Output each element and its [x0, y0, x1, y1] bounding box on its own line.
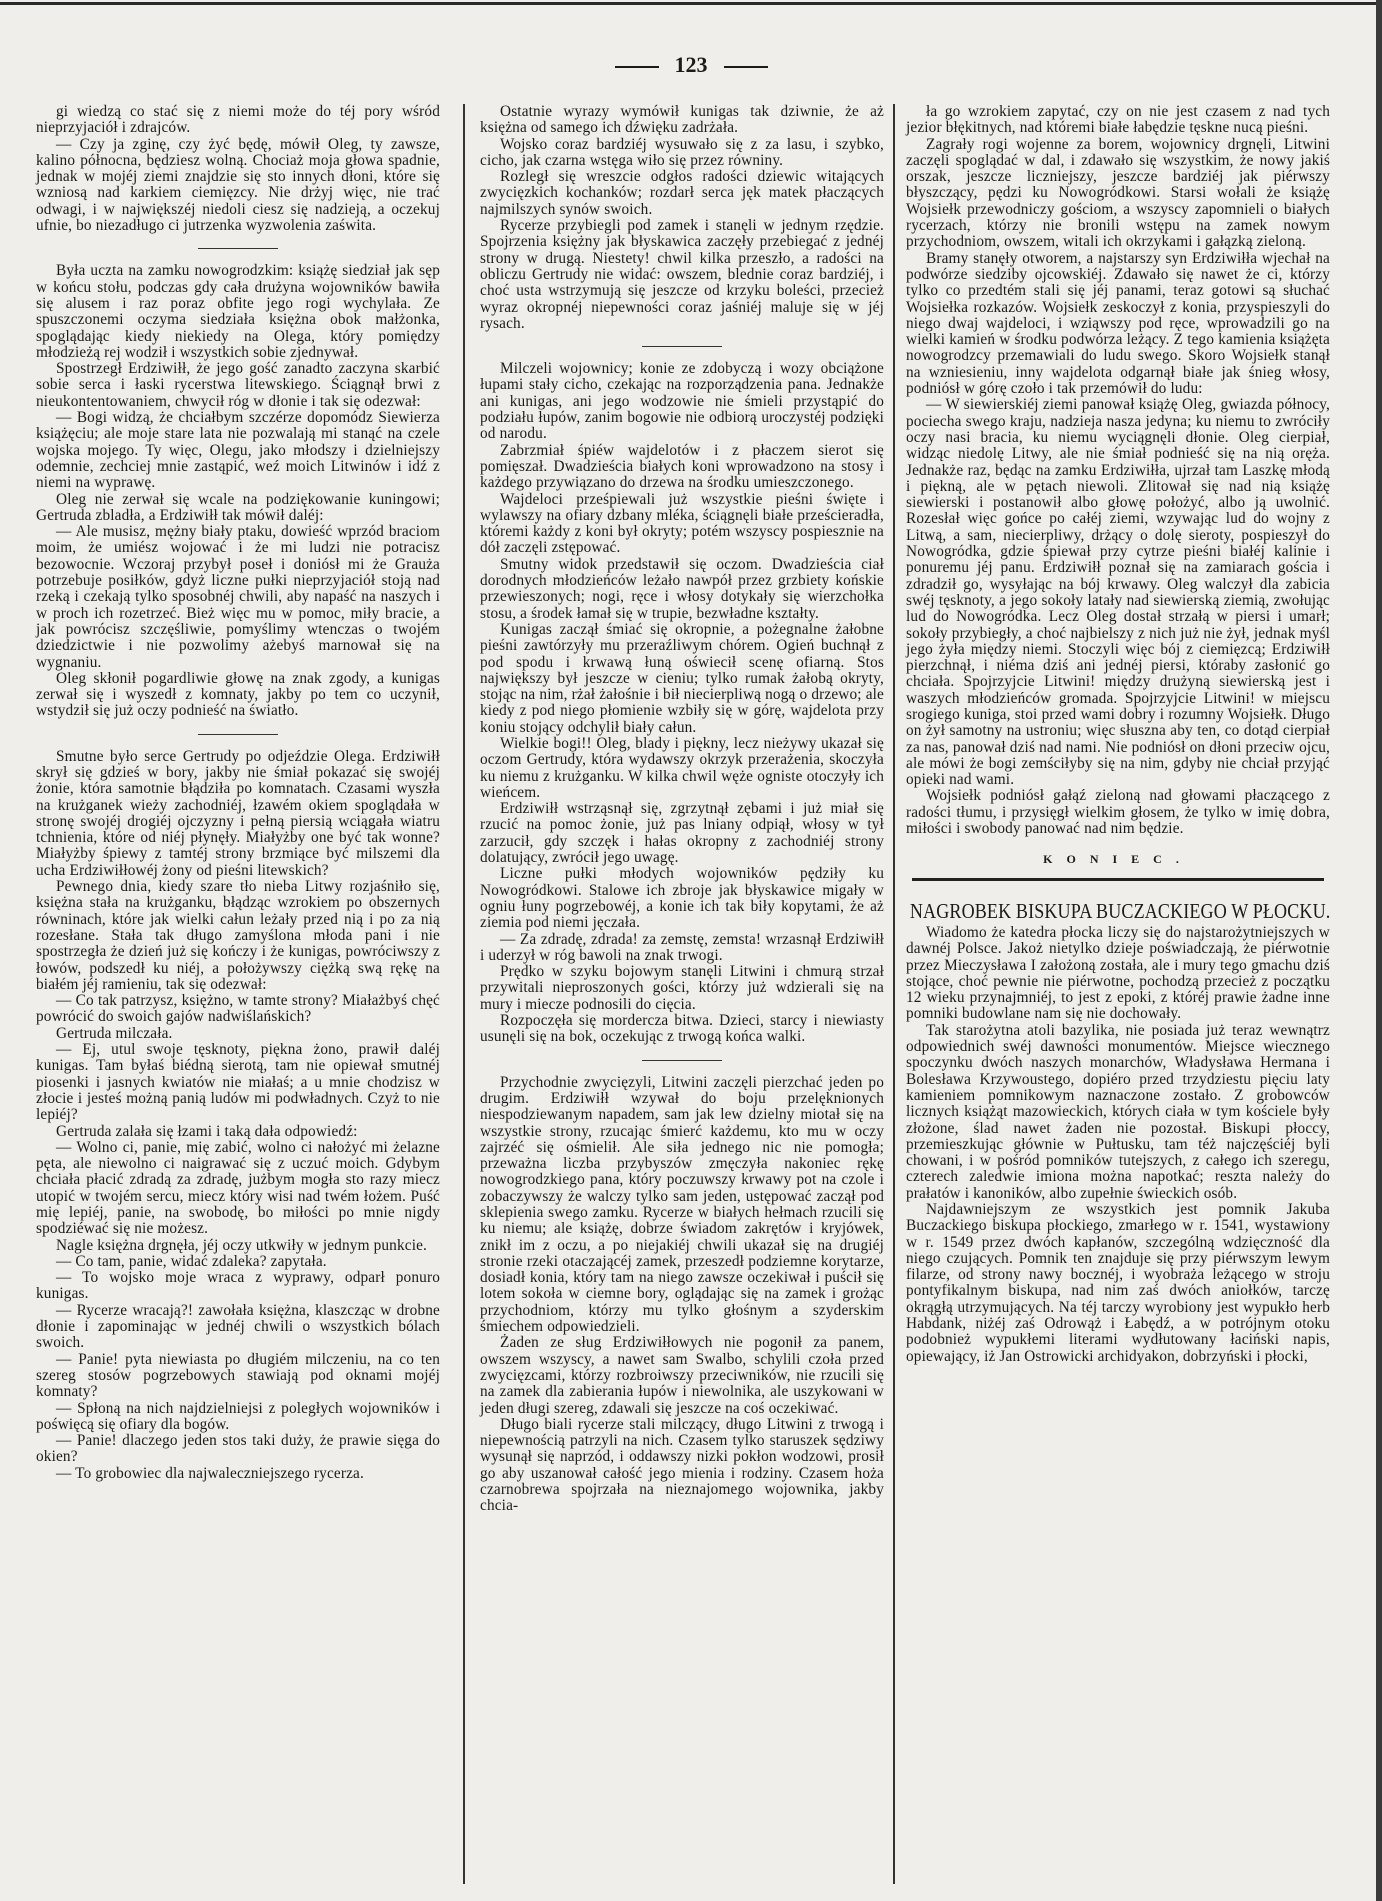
column-2	[480, 104, 884, 1515]
paragraph: Gertruda zalała się łzami i taką dała odpowiedź:	[56, 1122, 358, 1140]
paragraph: Smutny widok przedstawił się oczom. Dwadzieścia ciał dorodnych młodzieńców leżało nawpół przez grzbiety końskie przewieszonych; nogi, ręce i włosy dotykały się wierzchołka stosu, a środek łamał się w trupie, bezwładne kształty.	[480, 555, 884, 622]
paragraph: Zagrały rogi wojenne za borem, wojownicy drgnęli, Litwini zaczęli spoglądać w dal, i zdawało się wszystkim, że nowy jakiś orszak, jeszcze liczniejszy, jeszcze bardziéj jak piérwszy błyszczący, pędzi ku Nowogródkowi. Starsi wołali że książę Wojsiełk przewodniczy gościom, a wszyscy zapomnieli o białych rycerzach, którzy nie bronili wstępu na zamek nowym przychodniom, owszem, witali ich okrzykami i gałązką zieloną.	[906, 135, 1330, 251]
paragraph: gi wiedzą co stać się z niemi może do téj pory wśród nieprzyjaciół i zdrajców.	[36, 103, 440, 137]
paragraph: Wiadomo że katedra płocka liczy się do najstarożytniejszych w dawnéj Polsce. Jakoż nietylko dzieje poświadczają, że piérwotnie przez Mieczysława I założoną została, ale i mury tego gmachu dziś stojące, choć pewnie nie piérwotne, pochodzą przecież z początku 12 wieku przynajmniéj, to jest z epoki, z któréj prawie żadne inne pomniki budowlane nam się nie dochowały.	[906, 923, 1330, 1023]
paragraph: Rozległ się wreszcie odgłos radości dziewic witających zwycięzkich kochanków; rozdarł serca jęk matek płaczących najmilszych synów swoich.	[480, 168, 884, 218]
paragraph: — Spłoną na nich najdzielniejsi z poległych wojowników i poświęcą się ofiary dla bogów.	[36, 1399, 440, 1433]
paragraph: — Co tak patrzysz, księżno, w tamte strony? Miałażbyś chęć powrócić do swoich gajów nadwiślańskich?	[36, 992, 440, 1026]
paragraph: Erdziwiłł wstrząsnął się, zgrzytnął zębami i już miał się rzucić na pomoc żonie, już pas lniany odpiął, włosy w tył zarzucił, gdy szczęk i hałas okropny z zachodniéj strony dolatujący, zwrócił jego uwagę.	[480, 800, 884, 867]
section-separator	[642, 1060, 722, 1061]
paragraph: Wojsiełk podniósł gałąź zieloną nad głowami płaczącego z radości tłumu, i przysięgł wielkim głosem, że tylko w imię dobra, miłości i swobody panować nad nim będzie.	[906, 787, 1330, 838]
section-separator	[198, 734, 278, 735]
paragraph: Wojsko coraz bardziéj wysuwało się z za lasu, i szybko, cicho, jak czarna wstęga wiło się przez równiny.	[480, 135, 884, 169]
paragraph: — Bogi widzą, że chciałbym szczérze dopomódz Siewierza książęciu; ale moje stare lata nie pozwalają mi stanąć na czele wojska mojego. Ty więc, Olegu, jako młodszy i dzielniejszy odemnie, zechciej mnie zastąpić, weź moich Litwinów i idź z niemi na wyprawę.	[36, 409, 440, 492]
article-divider	[912, 878, 1324, 881]
section-separator	[642, 346, 722, 347]
paragraph: — W siewierskiéj ziemi panował książę Oleg, gwiazda północy, pociecha swego kraju, nadzieja nasza jedyna; ku niemu to zwróciły oczy nasi bracia, ku niemu wyciągnęli dłonie. Oleg cierpiał, widząc niedolę Litwy, ale nie śmiał podnieść się na nią oręża. Jednakże raz, będąc na zamku Erdziwiłła, ujrzał tam Laszkę młodą i piękną, ale w pętach niewoli. Zlitował się nad nią książę siewierski i postanowił albo głowę położyć, albo ją uwolnić. Rozesłał więc gońce po całéj ziemi, wzywając lud do wojny z Litwą, a sam, niecierpliwy, drżący o dolę sieroty, pospieszył do Nowogródka, gdzie śpiewał przy cytrze pieśni białéj kalinie i ponuremu jéj panu. Erdziwiłł poznał się na zamiarach gościa i zdradził go, wysyłając na bój krwawy. Oleg walczył dla zabicia swéj tęsknoty, a jego sokoły latały nad siewierską ziemią, zwołując lud do Nowogródka. Lecz Oleg dostał strzałą w piersi i umarł; sokoły przybiegły, a choć najbielszy z nich już nie żył, jednak myśl jego żyła między niemi. Stoczyli więc bój z ciemięzcą; Erdziwiłł pierzchnął, i niéma dziś ani jednéj piersi, któraby zasłonić go chciała. Spojrzyjcie Litwini! między drużyną siewierską jest i waszych młodzieńców gromada. Spojrzyjcie Litwini! w miejscu srogiego kuniga, stoi przed wami dobry i rozumny Wojsiełk. Długo on żył samotny na ustroniu; więc słuszna aby ten, co dotąd cierpiał za nas, panował dziś nad nami. Nie podniósł on dłoni przeciw ojcu, ale mówi że bogi zemściłyby się na nim, gdyby nie chciał przyjąć opieki nad wami.	[906, 396, 1330, 789]
column-divider	[463, 104, 465, 1884]
paragraph: Była uczta na zamku nowogrodzkim: książę siedział jak sęp w końcu stołu, podczas gdy cała drużyna wojowników bawiła się alusem i raz poraz obfite jego rogi wychylała. Ze spuszczonemi oczyma siedziała księżna obok małżonka, spoglądając kiedy niekiedy na Olega, który pomiędzy młodzieżą rej wodził i wszystkich sobie zjednywał.	[36, 262, 440, 361]
paragraph: Spostrzegł Erdziwiłł, że jego gość zanadto zaczyna skarbić sobie serca i łaski rycerstwa litewskiego. Ściągnął brwi z nieukontentowaniem, chwycił róg w dłonie i tak się odezwał:	[36, 360, 440, 410]
paragraph: — Ale musisz, mężny biały ptaku, dowieść wprzód braciom moim, że umiész wojować i że mi ludzi nie potracisz bezowocnie. Wczoraj przybył poseł i doniósł mi że Grauża potrzebuje posiłków, gdyż liczne pułki nieprzyjaciół stoją nad rzeką i czekają tylko sposobnéj chwili, aby napaść na naszych i w proch ich rozetrzeć. Bież więc mu w pomoc, miły bracie, a jak powrócisz szczęśliwie, pomyślimy wtenczas o twojém dziedzictwie i nie pozwolimy ażebyś marnował się na wygnaniu.	[36, 523, 440, 671]
column-1	[36, 104, 440, 1482]
paragraph: — Co tam, panie, widać zdaleka? zapytała.	[56, 1252, 327, 1270]
paragraph: Smutne było serce Gertrudy po odjeździe Olega. Erdziwiłł skrył się gdzieś w bory, jakby nie śmiał pokazać się swojéj żonie, która samotnie błądziła po komnatach. Czasami wyszła na krużganek wieży zachodniéj, łzawém okiem spoglądała w stronę swojéj drogiéj ojczyzny i pełną piersią wciągała wiatru tchnienia, które od niéj płynęły. Miałyżby one być tak wonne? Miałyżby śpiewy z tamtéj strony brzmiące być milszemi dla ucha Erdziwiłłowéj żony od pieśni litewskich?	[36, 747, 440, 879]
paragraph: — To wojsko moje wraca z wyprawy, odparł ponuro kunigas.	[36, 1269, 440, 1303]
paragraph: Milczeli wojownicy; konie ze zdobyczą i wozy obciążone łupami stały cicho, czekając na rozporządzenia pana. Jednakże ani kunigas, ani jego wodzowie nie śmieli przystąpić do podziału łupów, zanim bogowie nie odbiorą uroczystéj podzięki od narodu.	[480, 360, 884, 443]
article-title: NAGROBEK BISKUPA BUCZACKIEGO W PŁOCKU.	[909, 898, 1331, 923]
paragraph: — Wolno ci, panie, mię zabić, wolno ci nałożyć mi żelazne pęta, ale niewolno ci naigrawać się z uczuć moich. Gdybym chciała płacić zdradą za zdradę, jużbym mogła sto razy miecz utopić w twojém sercu, miecz który wisi nad twém łożem. Puść mię lepiéj, panie, na swobodę, bo miłości po mnie nigdy spodziéwać się nie możesz.	[36, 1138, 440, 1238]
page-right-edge	[1376, 0, 1382, 1901]
paragraph: Prędko w szyku bojowym stanęli Litwini i chmurą strzał przywitali nieproszonych gości, którzy już wdzierali się na mury i miecze podnosili do cięcia.	[480, 963, 884, 1013]
paragraph: Żaden ze sług Erdziwiłłowych nie pogonił za panem, owszem wszyscy, a nawet sam Swalbo, schylili czoła przed zwycięzcami, którzy rozbroiwszy przeciwników, nie rzucili się na zamek dla zabierania łupów i niewolnika, ale uszykowani w jeden długi szereg, zdawali się jeszcze na coś oczekiwać.	[480, 1334, 884, 1417]
paragraph: Ostatnie wyrazy wymówił kunigas tak dziwnie, że aż księżna od samego ich dźwięku zadrżała.	[480, 103, 884, 137]
paragraph: ła go wzrokiem zapytać, czy on nie jest czasem z nad tych jezior błękitnych, nad któremi białe łabędzie tęskne nucą pieśni.	[906, 103, 1330, 137]
header-dash-right	[724, 66, 768, 68]
paragraph: — Ej, utul swoje tęsknoty, piękna żono, prawił daléj kunigas. Tam byłaś biédną sierotą, tam nie opiewał smutnéj piosenki i jasnych kwiatów nie miałaś; a u mnie chodzisz w złocie i jesteś możną panią ludów mi podwładnych. Czyż to nie lepiéj?	[36, 1041, 440, 1124]
page-number: 123	[674, 52, 708, 77]
section-separator	[198, 248, 278, 249]
paragraph: Wajdeloci prześpiewali już wszystkie pieśni święte i wylawszy na ofiary dzbany mléka, ściągnęli białe prześcieradła, któremi każdy z koni był okryty; potém wszyscy pospiesznie na dół zaczęli zstępować.	[480, 490, 884, 557]
column-3	[906, 104, 1330, 1365]
header-dash-left	[615, 66, 659, 68]
paragraph: — Panie! pyta niewiasta po długiém milczeniu, na co ten szereg stosów pogrzebowych stawiają pod oknami mojéj komnaty?	[36, 1350, 440, 1401]
page-top-border	[0, 2, 1382, 5]
paragraph: Zabrzmiał śpiéw wajdelotów i z płaczem sierot się pomięszał. Dwadzieścia białych koni wprowadzono na stosy i każdego przywiązano do drzewa na środku umieszczonego.	[480, 441, 884, 492]
paragraph: — Rycerze wracają?! zawołała księżna, klaszcząc w drobne dłonie i zapominając w jednéj chwili o wszystkich bólach swoich.	[36, 1301, 440, 1352]
paragraph: — Za zdradę, zdrada! za zemstę, zemsta! wrzasnął Erdziwiłł i uderzył w róg bawoli na znak trwogi.	[480, 930, 884, 964]
paragraph: — Czy ja zginę, czy żyć będę, mówił Oleg, ty zawsze, kalino północna, będziesz wolną. Chociaż moja głowa spadnie, jednak w mojéj ziemi znajdzie się sto innych dłoni, które się wzniosą nad karkiem ciemięzcy. Nie drżyj więc, nie trać odwagi, i w największéj niedoli ciesz się nadzieją, a oczekuj ufnie, bo niezadługo ci jutrzenka wyzwolenia zaświta.	[36, 135, 440, 235]
paragraph: Pewnego dnia, kiedy szare tło nieba Litwy rozjaśniło się, księżna stała na krużganku, błądząc wzrokiem po obszernych równinach, które jak wielki całun leżały przed nią i po za nią rozesłane. Stała tak długo zamyślona młoda pani i nie spostrzegła że dzień już się kończy i że kunigas, powróciwszy z łowów, podszedł ku niéj, a położywszy ciężką swą rękę na białém jéj ramieniu, tak się odezwał:	[36, 878, 440, 993]
paragraph: — To grobowiec dla najwaleczniejszego rycerza.	[56, 1464, 364, 1482]
paragraph: Kunigas zaczął śmiać się okropnie, a pożegnalne żałobne pieśni zawtórzyły mu przeraźliwym chórem. Ogień buchnął z pod spodu i krwawą łuną oświecił scenę ofiarną. Stos największy był jeszcze w cieniu; tylko rumak żałobą okryty, stojąc na nim, rżał żałośnie i bił niecierpliwą nogą o drzewo; ale kiedy z pod niego płomienie wzbiły się w górę, wajdelota przy koniu stojący odchylił biały całun.	[480, 620, 884, 736]
paragraph: Gertruda milczała.	[56, 1024, 173, 1042]
paragraph: Bramy stanęły otworem, a najstarszy syn Erdziwiłła wjechał na podwórze siedziby ojcowskiéj. Zdawało się nawet że ci, którzy tylko co przedtém stali się jéj panami, teraz gotowi są słuchać Wojsiełka rozkazów. Wojsiełk zeskoczył z konia, przyspieszyli do niego dwaj wajdeloci, i wziąwszy pod ręce, wprowadzili go na wielki kamień w środku podwórza leżący. Z tego kamienia książęta nowogrodzcy przemawiali do ludu swego. Skoro Wojsiełk stanął na wzniesieniu, inny wajdelota odgarnął białe jak śnieg włosy, podniósł w górę czoło i tak przemówił do ludu:	[906, 249, 1330, 398]
paragraph: Oleg skłonił pogardliwie głowę na znak zgody, a kunigas zerwał się i wyszedł z komnaty, jakby po tem co uczynił, wstydził się już oczy podnieść na światło.	[36, 669, 440, 720]
paragraph: Rycerze przybiegli pod zamek i stanęli w jednym rzędzie. Spojrzenia księżny jak błyskawica zaczęły przebiegać z jednéj strony w drugą. Niestety! chwil kilka przeszło, a radości na obliczu Gertrudy nie widać: owszem, blednie coraz bardziéj, i choć usta wstrzymują się jeszcze od krzyku boleści, przecież wyraz okropnéj niepewności coraz jaśniéj maluje się w jéj rysach.	[480, 217, 884, 332]
paragraph: Rozpoczęła się mordercza bitwa. Dzieci, starcy i niewiasty usunęli się na bok, oczekując z trwogą końca walki.	[480, 1012, 884, 1046]
paragraph: Tak starożytna atoli bazylika, nie posiada już teraz wewnątrz odpowiednich swéj dawności monumentów. Miejsce wiecznego spoczynku dwóch naszych monarchów, Władysława Hermana i Bolesława Krzywoustego, dopiéro przed trzydziestu pięciu laty kamieniem pomnikowym naznaczone zostało. Z grobowców licznych książąt mazowieckich, których ciała w tym kościele były złożone, ślad nawet żaden nie pozostał. Biskupi płoccy, przemieszkując głównie w Pułtusku, tam téż najczęściéj byli chowani, i w pośród pomników tutejszych, z całego ich szeregu, czterech zaledwie imiona można napotkać; reszta należy do prałatów i kanoników, albo zupełnie świeckich osób.	[906, 1021, 1330, 1202]
paragraph: Przychodnie zwycięzyli, Litwini zaczęli pierzchać jeden po drugim. Erdziwiłł wzywał do boju przelęknionych niespodziewanym napadem, sam jak lew dzielny miotał się na wszystkie strony, rzucając śmierć każdemu, kto mu w oczy zajrzéć się ośmielił. Ale siła jednego nic nie pomogła; przeważna liczba przybyszów zmęczyła nakoniec rękę nowogrodzkiego pana, który poczuwszy krwawy pot na czole i zobaczywszy że walczy tylko sam jeden, ustępować zaczął pod sklepienia swego zamku. Rycerze w białych hełmach rzucili się ku niemu; ale książę, dobrze świadom zakrętów i kryjówek, znikł im z oczu, a po niejakiéj chwili ukazał się na drugiéj stronie rzeki otaczającéj zamek, przeszedł podziemne korytarze, dosiadł konia, który tam na niego zawsze oczekiwał i puścił się lotem sokoła w ciemne bory, oglądając się na zamek i grożąc przychodniom, którzy mu tylko głośnym a szyderskim śmiechem odpowiedzieli.	[480, 1073, 884, 1336]
paragraph: Wielkie bogi!! Oleg, blady i piękny, lecz nieżywy ukazał się oczom Gertrudy, która wydawszy okrzyk przerażenia, skoczyła ku niemu z krużganku. W kilka chwil węże ogniste otoczyły ich wieńcem.	[480, 734, 884, 801]
paragraph: Nagle księżna drgnęła, jéj oczy utkwiły w jednym punkcie.	[56, 1236, 428, 1254]
end-marker: KONIEC.	[1043, 852, 1193, 867]
paragraph: — Panie! dlaczego jeden stos taki duży, że prawie sięga do okien?	[36, 1432, 440, 1466]
paragraph: Najdawniejszym ze wszystkich jest pomnik Jakuba Buczackiego biskupa płockiego, zmarłego w r. 1541, wystawiony w r. 1549 przez dwóch kapłanów, szczególną wdzięczność dla niego czujących. Pomnik ten znajduje się przy piérwszym lewym filarze, od strony nawy bocznéj, i wyobraża leżącego w stroju pontyfikalnym biskupa, nad nim zaś dwóch aniołków, tarczę okrągłą utrzymujących. Na téj tarczy wyrobiony jest wypukło herb Habdank, niżéj zaś Odrowąż i Łabędź, a w potrójnym otoku podobnież wypukłemi literami wydłutowany łaciński napis, opiewający, iż Jan Ostrowicki archidyakon, dobrzyński i płocki,	[906, 1201, 1330, 1365]
page-header	[0, 52, 1382, 78]
column-divider	[893, 104, 895, 1884]
paragraph: Oleg nie zerwał się wcale na podziękowanie kuningowi; Gertruda zbladła, a Erdziwiłł tak mówił daléj:	[36, 490, 440, 524]
paragraph: Liczne pułki młodych wojowników pędziły ku Nowogródkowi. Stalowe ich zbroje jak błyskawice migały w ogniu łuny pogrzebowéj, a konie ich tak biły kopytami, że aż ziemia pod niemi jęczała.	[480, 865, 884, 932]
paragraph: Długo biali rycerze stali milczący, długo Litwini z trwogą i niepewnością patrzyli na nich. Czasem tylko staruszek sędziwy wysunął się naprzód, i oddawszy nizki pokłon wodzowi, prosił go aby uszanował całość jego mienia i rodziny. Czasem hoża czarnobrewa spojrzała na nieznajomego wojownika, jakby chcia-	[480, 1415, 884, 1515]
